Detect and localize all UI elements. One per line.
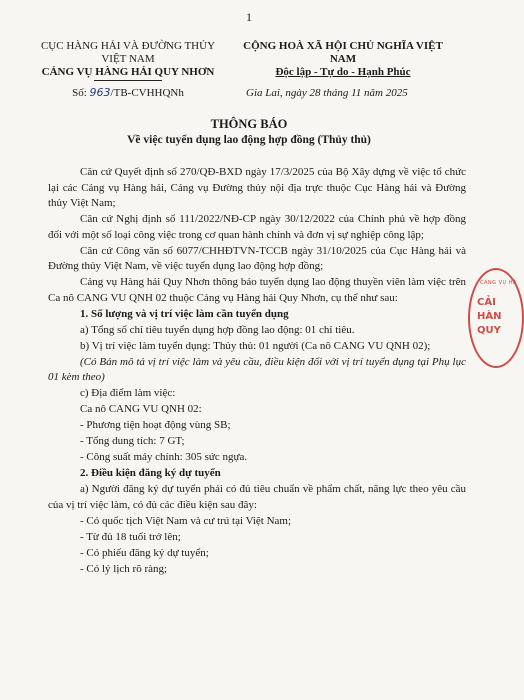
section-2-item-a: a) Người đăng ký dự tuyển phải có đủ tiêu chuẩn về phẩm chất, năng lực theo yêu cầu của vị trí việc làm, có đủ các điều kiện sau đây: (48, 483, 466, 511)
section-1-item-c: c) Địa điểm làm việc: (80, 387, 176, 399)
document-number (40, 86, 216, 100)
vessel-name: Ca nô CANG VU QNH 02: (80, 403, 202, 415)
nation-title: CỘNG HOÀ XÃ HỘI CHỦ NGHĨA VIỆT NAM (243, 40, 443, 65)
document-title: THÔNG BÁO (210, 117, 288, 131)
stamp-text-line: QUY (477, 325, 501, 336)
legal-basis-2: Căn cứ Nghị định số 111/2022/NĐ-CP ngày 30/12/2022 của Chính phủ về hợp đồng đối với một số loại công việc trong cơ quan hành chính và đơn vị sự nghiệp công lập; (48, 213, 466, 241)
condition-item: - Có quốc tịch Việt Nam và cư trú tại Việt Nam; (80, 514, 292, 527)
doc-number-prefix: Số: (72, 87, 87, 99)
agency-line-2: VIỆT NAM (101, 53, 155, 65)
section-1-note: (Có Bản mô tả vị trí việc làm và yêu cầu, điều kiện đối với vị trí tuyển dụng tại Phụ lục 01 kèm theo) (48, 355, 466, 383)
vessel-spec: - Phương tiện hoạt động vùng SB; (80, 419, 231, 431)
vessel-spec: - Công suất máy chính: 305 sức ngựa. (80, 451, 248, 463)
agency-underline (94, 80, 162, 81)
document-body (48, 165, 466, 578)
page-number: 1 (246, 10, 252, 24)
legal-basis-3: Căn cứ Công văn số 6077/CHHĐTVN-TCCB ngày 31/10/2025 của Cục Hàng hải và Đường thủy Việt Nam, về việc tuyển dụng lao động hợp đồng; (48, 244, 466, 272)
national-motto: Độc lập - Tự do - Hạnh Phúc (275, 66, 411, 78)
doc-number-handwritten: 963 (89, 86, 111, 99)
issuing-agency-block (40, 40, 216, 100)
section-1-heading: 1. Số lượng và vị trí việc làm cần tuyển dụng (80, 307, 289, 320)
doc-number-suffix: /TB-CVHHQNh (110, 87, 184, 99)
stamp-text-line: CẢI (477, 297, 496, 308)
agency-line-1: CỤC HÀNG HẢI VÀ ĐƯỜNG THỦY (40, 40, 216, 52)
document-subtitle: Về việc tuyển dụng lao động hợp đồng (Thủy thủ) (127, 134, 371, 146)
legal-basis-1: Căn cứ Quyết định số 270/QĐ-BXD ngày 17/3/2025 của Bộ Xây dựng về việc tổ chức lại các Cảng vụ Hàng hải, Cảng vụ Đường thủy nội địa trực thuộc Cục Hàng hải và Đường thủy Việt Nam; (48, 166, 466, 209)
announcement-intro: Cảng vụ Hàng hải Quy Nhơn thông báo tuyển dụng lao động thuyền viên làm việc trên Ca nô CANG VU QNH 02 thuộc Cảng vụ Hàng hải Quy Nhơn, cụ thể như sau: (48, 276, 466, 304)
national-header (230, 40, 456, 79)
stamp-text-line: HÀN (477, 311, 502, 322)
official-seal-stamp (468, 268, 524, 368)
issuing-unit: CẢNG VỤ HÀNG HẢI QUY NHƠN (41, 66, 215, 78)
section-2-heading: 2. Điều kiện đăng ký dự tuyển (80, 467, 221, 479)
stamp-arc-text: CẢNG VỤ HÀ (480, 280, 517, 286)
vessel-spec: - Tổng dung tích: 7 GT; (80, 435, 185, 447)
section-1-item-a: a) Tổng số chỉ tiêu tuyển dụng hợp đồng lao động: 01 chỉ tiêu. (80, 323, 355, 336)
section-1-item-b: b) Vị trí việc làm tuyển dụng: Thủy thủ: 01 người (Ca nô CANG VU QNH 02); (80, 339, 431, 352)
condition-item: - Có lý lịch rõ ràng; (80, 562, 168, 575)
condition-item: - Từ đủ 18 tuổi trở lên; (80, 530, 181, 543)
dateline: Gia Lai, ngày 28 tháng 11 năm 2025 (246, 87, 408, 99)
condition-item: - Có phiếu đăng ký dự tuyển; (80, 546, 209, 559)
